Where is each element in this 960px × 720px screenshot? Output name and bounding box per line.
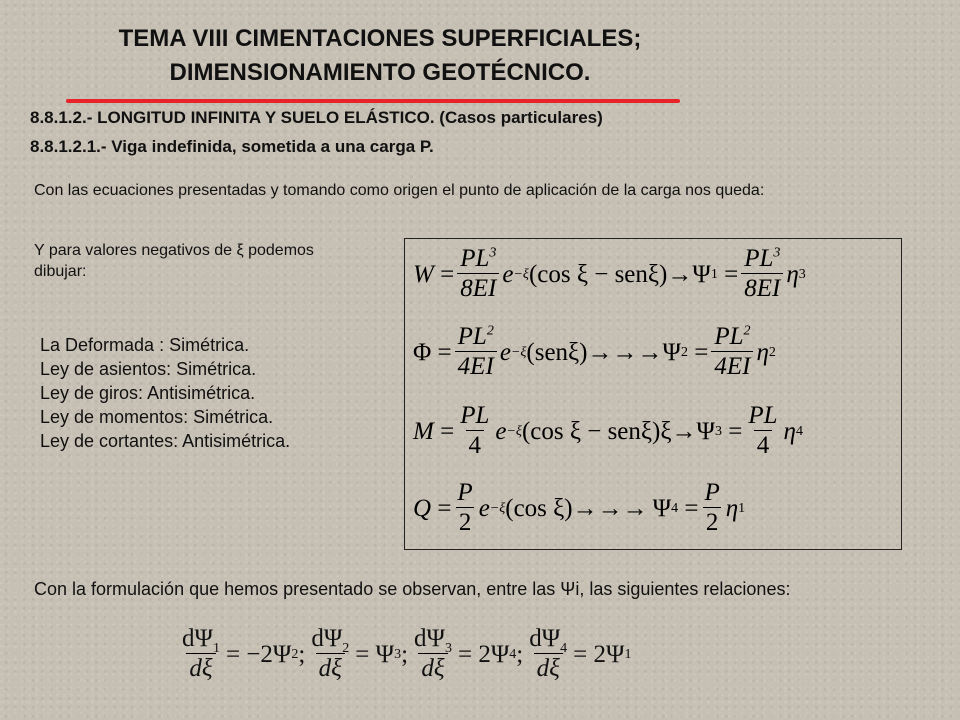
property-item: Ley de asientos: Simétrica. — [40, 359, 257, 379]
title-line-1: TEMA VIII CIMENTACIONES SUPERFICIALES; — [118, 25, 642, 52]
equation-deflection: W = $\frac{PL^3}{8EI}$ e −ξ (cos ξ − senξ) → Ψ 1 = $\frac{PL^3}{8EI}$ η 3 — [413, 245, 806, 302]
equation-moment: M = $\frac{PL}{4}$ e −ξ (cos ξ − senξ)ξ → Ψ 3 = $\frac{PL}{4}$ η 4 — [413, 402, 803, 459]
title-underline — [66, 99, 680, 103]
subsection-heading: 8.8.1.2.1.- Viga indefinida, sometida a una carga P. — [30, 137, 434, 156]
equation-shear: Q = $\frac{P}{2}$ e −ξ (cos ξ) →→→ Ψ 4 = $\frac{P}{2}$ η 1 — [413, 479, 746, 536]
intro-text: Con las ecuaciones presentadas y tomando como origen el punto de aplicación de la carga nos queda: — [34, 182, 765, 199]
conclusion-text: Con la formulación que hemos presentado se observan, entre las Ψi, las siguientes relaciones: — [34, 579, 791, 599]
property-item: Ley de cortantes: Antisimétrica. — [40, 431, 291, 451]
title-line-2: DIMENSIONAMIENTO GEOTÉCNICO. — [169, 59, 591, 86]
property-item: Ley de giros: Antisimétrica. — [40, 383, 256, 403]
slide-title — [40, 22, 720, 90]
property-item: Ley de momentos: Simétrica. — [40, 407, 274, 427]
equation-rotation: Φ = $\frac{PL^2}{4EI}$ e −ξ (senξ) →→→ Ψ 2 = $\frac{PL^2}{4EI}$ η 2 — [413, 323, 776, 380]
property-item: La Deformada : Simétrica. — [40, 335, 250, 355]
section-heading: 8.8.1.2.- LONGITUD INFINITA Y SUELO ELÁSTICO. (Casos particulares) — [30, 108, 603, 127]
equations-box — [404, 238, 902, 550]
properties-list — [40, 333, 290, 453]
derivative-relations: $\frac{d\Psi_1}{d\xi}$ = −2Ψ 2 ; $\frac{d\Psi_2}{d\xi}$ = Ψ 3 ; $\frac{d\Psi_3}{d\xi}$ = 2Ψ 4 ; $\frac{d\Psi_4}{d\xi}$ = 2Ψ 1 — [182, 625, 632, 682]
negative-values-note: Y para valores negativos de ξ podemos dibujar: — [34, 242, 314, 280]
